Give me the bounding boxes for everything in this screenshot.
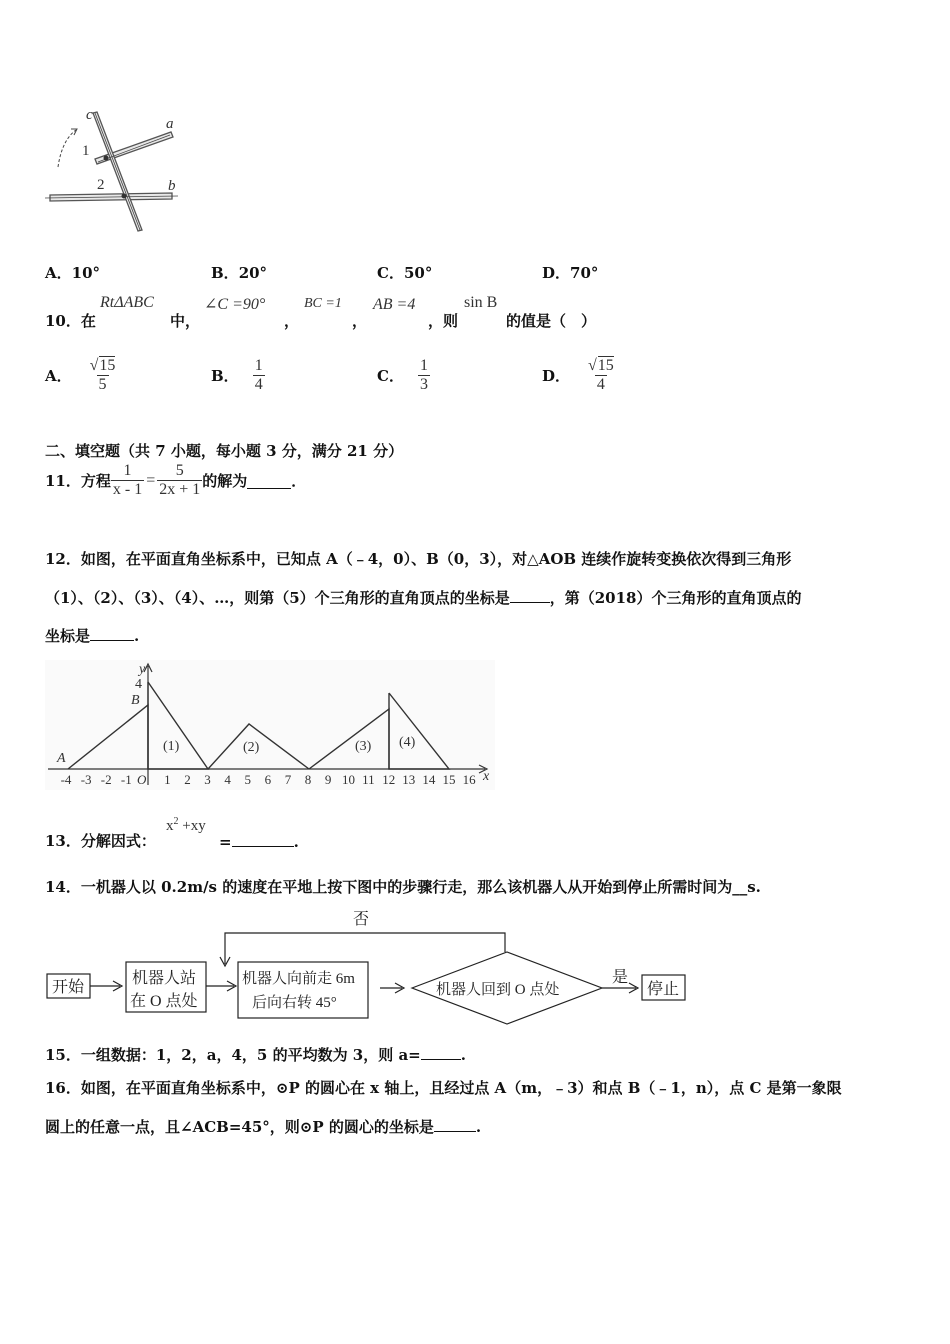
- x-tick-label: 15: [442, 772, 456, 787]
- q14-answer-blank[interactable]: __: [732, 878, 748, 896]
- rotation-graph: [45, 660, 495, 790]
- flow-no-label: 否: [353, 911, 370, 928]
- q13-expression: $x^2 +xy$: [166, 816, 206, 834]
- q15: 15．一组数据：1，2，a，4，5 的平均数为 3，则 a= .: [45, 1043, 466, 1065]
- loop-back-arrow: [225, 933, 505, 964]
- q10-ze: ，则: [428, 312, 459, 330]
- q9-option-d[interactable]: D．70°: [542, 264, 599, 282]
- q10-option-d[interactable]: D． $\frac{√15}{4}$: [542, 357, 614, 393]
- q10-comma-1: ，: [284, 312, 300, 330]
- x-tick-label: 5: [244, 772, 251, 787]
- flow-stop-text: 停止: [647, 981, 680, 998]
- x-tick-label: -4: [60, 772, 72, 787]
- x-tick-label: 16: [462, 772, 476, 787]
- q9-option-b[interactable]: B．20°: [211, 264, 268, 282]
- label-a: a: [166, 116, 174, 132]
- rivet-2: [122, 194, 127, 199]
- q9-option-c[interactable]: C．50°: [377, 264, 433, 282]
- x-tick-label: 12: [382, 772, 396, 787]
- q10-tail: 的值是（ ）: [506, 312, 597, 330]
- x-tick-label: 3: [204, 772, 211, 787]
- q14: 14．一机器人以 0.2m/s 的速度在平地上按下图中的步骤行走，那么该机器人从开始到停止所需时间为__s.: [45, 878, 761, 896]
- q15-answer-blank[interactable]: [421, 1043, 461, 1060]
- x-tick-label: 11: [362, 772, 375, 787]
- rotation-arrow: [58, 130, 76, 167]
- q10-sin-b: sin B: [464, 294, 498, 311]
- triangle-1-label: (1): [163, 739, 180, 754]
- rivet-1: [104, 156, 109, 161]
- triangle-4-label: (4): [399, 735, 416, 750]
- x-tick-label: -1: [120, 772, 132, 787]
- q9-lines-figure: [40, 105, 190, 240]
- q10-triangle: RtΔABC: [100, 294, 154, 311]
- section-2-title: 二、填空题（共 7 小题，每小题 3 分，满分 21 分）: [45, 442, 404, 460]
- q10-option-b[interactable]: B． $\frac{1}{4}$: [211, 357, 263, 393]
- flow-stand-line-1: 机器人站: [132, 970, 197, 987]
- x-tick-label: 14: [422, 772, 436, 787]
- triangle-3-label: (3): [355, 739, 372, 754]
- x-tick-label: 9: [324, 772, 332, 787]
- x-axis-label: x: [483, 769, 490, 784]
- label-angle-2: 2: [97, 177, 105, 193]
- q10-angle-c: ∠C =90°: [204, 296, 266, 313]
- y-axis-label: y: [139, 662, 146, 677]
- flow-move-line-1: 机器人向前走 6m: [242, 971, 355, 987]
- x-tick-label: 10: [342, 772, 355, 787]
- q10-comma-2: ，: [352, 312, 368, 330]
- flow-decision-text: 机器人回到 O 点处: [436, 982, 560, 998]
- q16-line-2: 圆上的任意一点，且∠ACB=45°，则⊙P 的圆心的坐标是 .: [45, 1115, 481, 1137]
- q12-answer-blank-2[interactable]: [90, 624, 134, 641]
- q12-line-3: 坐标是 .: [45, 624, 139, 646]
- q11: 11．方程 $\frac{1}{x - 1}$ = $\frac{5}{2x + 1}$ 的解为 ．: [45, 462, 307, 498]
- label-b: b: [168, 178, 176, 194]
- robot-flowchart: [40, 900, 700, 1030]
- q10-ab: AB =4: [373, 296, 416, 313]
- x-tick-label: 13: [402, 772, 416, 787]
- x-tick-label: -3: [80, 772, 92, 787]
- q12-line-2: （1）、（2）、（3）、（4）、…，则第（5）个三角形的直角顶点的坐标是 ，第（2018）个三角形的直角顶点的: [45, 586, 801, 608]
- q13-answer: = .: [219, 830, 299, 851]
- q10-zhong: 中，: [170, 312, 201, 330]
- q10-bc: BC =1: [304, 296, 342, 311]
- point-a-label: A: [57, 751, 66, 766]
- flow-start-text: 开始: [52, 979, 85, 996]
- triangle-2-label: (2): [243, 740, 260, 755]
- point-b-label: B: [131, 693, 140, 708]
- label-angle-1: 1: [82, 143, 90, 159]
- flow-stand-line-2: 在 O 点处: [130, 993, 198, 1010]
- x-tick-label: 4: [224, 772, 231, 787]
- label-c: c: [86, 107, 93, 123]
- q10-option-c[interactable]: C． $\frac{1}{3}$: [377, 357, 428, 393]
- x-tick-label: 1: [164, 772, 171, 787]
- x-tick-label: O: [137, 772, 147, 787]
- q12-answer-blank-1[interactable]: [510, 586, 550, 603]
- flow-move-line-2: 后向右转 45°: [252, 995, 337, 1011]
- flow-yes-label: 是: [612, 969, 629, 986]
- x-tick-label: 6: [264, 772, 272, 787]
- q10-number: 10．在: [45, 312, 96, 330]
- q16-answer-blank[interactable]: [434, 1115, 476, 1132]
- x-tick-label: -2: [100, 772, 112, 787]
- q11-answer-blank[interactable]: [247, 472, 291, 489]
- y-tick-4: 4: [135, 677, 142, 692]
- q13-prefix: 13．分解因式：: [45, 832, 156, 850]
- q13-answer-blank[interactable]: [232, 830, 294, 847]
- x-tick-label: 2: [184, 772, 191, 787]
- q16-line-1: 16．如图，在平面直角坐标系中，⊙P 的圆心在 x 轴上，且经过点 A（m，﹣3）和点 B（﹣1，n），点 C 是第一象限: [45, 1079, 842, 1097]
- q10-option-a[interactable]: A． $\frac{√15}{5}$: [45, 357, 116, 393]
- q12-line-1: 12．如图，在平面直角坐标系中，已知点 A（﹣4，0）、B（0，3），对△AOB 连续作旋转变换依次得到三角形: [45, 550, 792, 568]
- x-tick-label: 7: [284, 772, 292, 787]
- q9-option-a[interactable]: A．10°: [45, 264, 101, 282]
- x-tick-label: 8: [304, 772, 312, 787]
